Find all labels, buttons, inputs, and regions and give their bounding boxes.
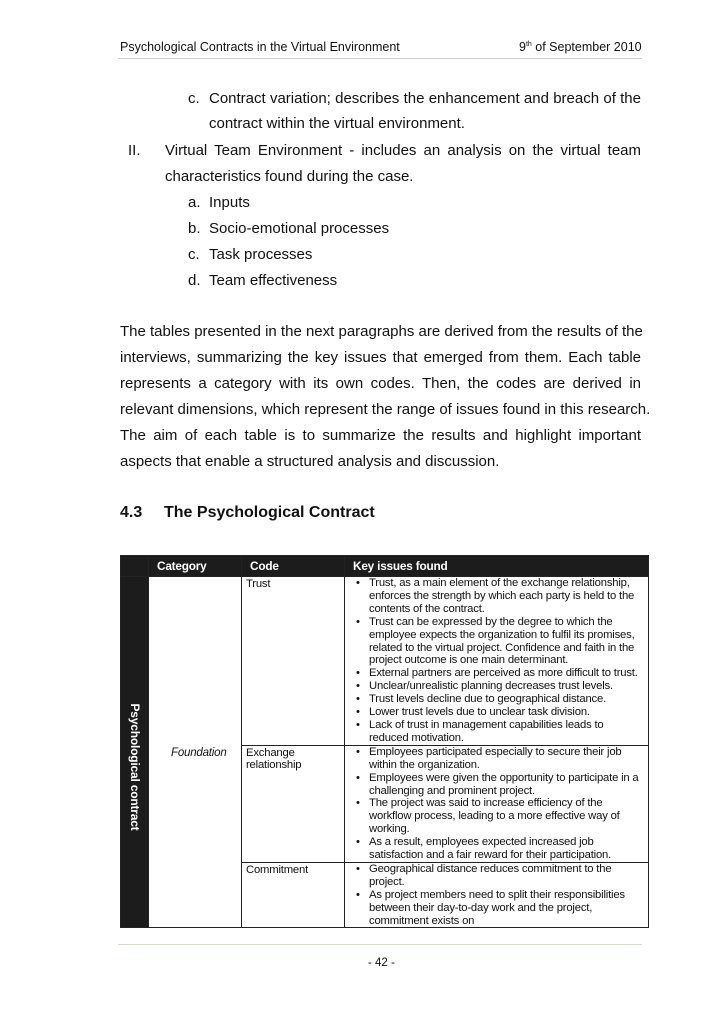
issue-item: • The project was said to increase efficiency of the workflow process, leading to a more effective way of working. bbox=[369, 797, 644, 836]
outline-sub-d: Team effectiveness bbox=[209, 272, 338, 289]
outline-c-line1: Contract variation; describes the enhancement and breach of the bbox=[209, 90, 641, 107]
issue-item: • Trust levels decline due to geographical distance. bbox=[369, 693, 644, 706]
paragraph-line-3: represents a category with its own codes. Then, the codes are derived in bbox=[120, 375, 641, 392]
issue-item: • External partners are perceived as more difficult to trust. bbox=[369, 667, 644, 680]
outline-c-line2: contract within the virtual environment. bbox=[209, 115, 465, 132]
section-number: 4.3 bbox=[120, 504, 143, 521]
table-row bbox=[121, 577, 649, 746]
category-cell bbox=[149, 577, 242, 928]
issue-item: • As project members need to split their responsibilities between their day-to-day work and the project, commitment exists on bbox=[369, 889, 644, 928]
issue-item: • Unclear/unrealistic planning decreases trust levels. bbox=[369, 680, 644, 693]
header-key-issues: Key issues found bbox=[345, 556, 649, 577]
outline-ii-label: II. bbox=[128, 142, 141, 159]
section-title: The Psychological Contract bbox=[164, 504, 375, 521]
issue-item: • As a result, employees expected increased job satisfaction and a fair reward for their participation. bbox=[369, 836, 644, 862]
outline-sub-c-label: c. bbox=[188, 246, 200, 263]
header-date bbox=[519, 40, 642, 54]
issue-item: • Geographical distance reduces commitment to the project. bbox=[369, 863, 644, 889]
outline-sub-b: Socio-emotional processes bbox=[209, 220, 390, 237]
outline-ii-line2: characteristics found during the case. bbox=[165, 168, 414, 185]
outline-sub-a: Inputs bbox=[209, 194, 250, 211]
issues-exchange-relationship bbox=[345, 745, 649, 862]
header-title: Psychological Contracts in the Virtual Environment bbox=[120, 40, 400, 54]
issue-item: • Trust can be expressed by the degree to which the employee expects the organization to fulfil its promises, related to the virtual project. Confidence and faith in the project outcome is one main determinant. bbox=[369, 616, 644, 668]
footer-rule bbox=[118, 944, 642, 945]
table-header-row bbox=[121, 556, 649, 577]
issue-item: • Lack of trust in management capabilities leads to reduced motivation. bbox=[369, 719, 644, 745]
code-trust: Trust bbox=[242, 577, 345, 746]
paragraph-line-2: interviews, summarizing the key issues that emerged from them. Each table bbox=[120, 349, 641, 366]
date-rest: of September 2010 bbox=[531, 40, 642, 54]
paragraph-line-4: relevant dimensions, which represent the range of issues found in this research. bbox=[120, 401, 651, 418]
header-blank bbox=[121, 556, 149, 577]
date-day: 9 bbox=[519, 40, 526, 54]
vertical-label-cell bbox=[121, 577, 149, 928]
paragraph-line-5: The aim of each table is to summarize the results and highlight important bbox=[120, 427, 641, 444]
issues-trust bbox=[345, 577, 649, 746]
header-rule bbox=[118, 58, 642, 59]
header-code: Code bbox=[242, 556, 345, 577]
outline-sub-b-label: b. bbox=[188, 220, 201, 237]
code-commitment: Commitment bbox=[242, 862, 345, 928]
date-suffix: th bbox=[525, 40, 532, 48]
paragraph-line-1: The tables presented in the next paragraphs are derived from the results of the bbox=[120, 323, 643, 340]
outline-sub-d-label: d. bbox=[188, 272, 201, 289]
category-label: Foundation bbox=[171, 747, 227, 759]
code-exchange-relationship: Exchange relationship bbox=[242, 745, 345, 862]
paragraph-line-6: aspects that enable a structured analysis and discussion. bbox=[120, 453, 500, 470]
page-number: - 42 - bbox=[368, 957, 395, 969]
outline-ii-line1: Virtual Team Environment - includes an analysis on the virtual team bbox=[165, 142, 641, 159]
psychological-contract-table bbox=[120, 555, 649, 928]
issue-item: • Employees participated especially to secure their job within the organization. bbox=[369, 746, 644, 772]
issue-item: • Lower trust levels due to unclear task division. bbox=[369, 706, 644, 719]
issue-item: • Employees were given the opportunity to participate in a challenging and prominent project. bbox=[369, 772, 644, 798]
outline-sub-c: Task processes bbox=[209, 246, 313, 263]
header-category: Category bbox=[149, 556, 242, 577]
outline-c-label: c. bbox=[188, 90, 200, 107]
issue-item: • Trust, as a main element of the exchange relationship, enforces the strength by which each party is held to the contents of the contract. bbox=[369, 577, 644, 616]
vertical-label: Psychological contract bbox=[127, 703, 142, 831]
issues-commitment bbox=[345, 862, 649, 928]
outline-sub-a-label: a. bbox=[188, 194, 201, 211]
